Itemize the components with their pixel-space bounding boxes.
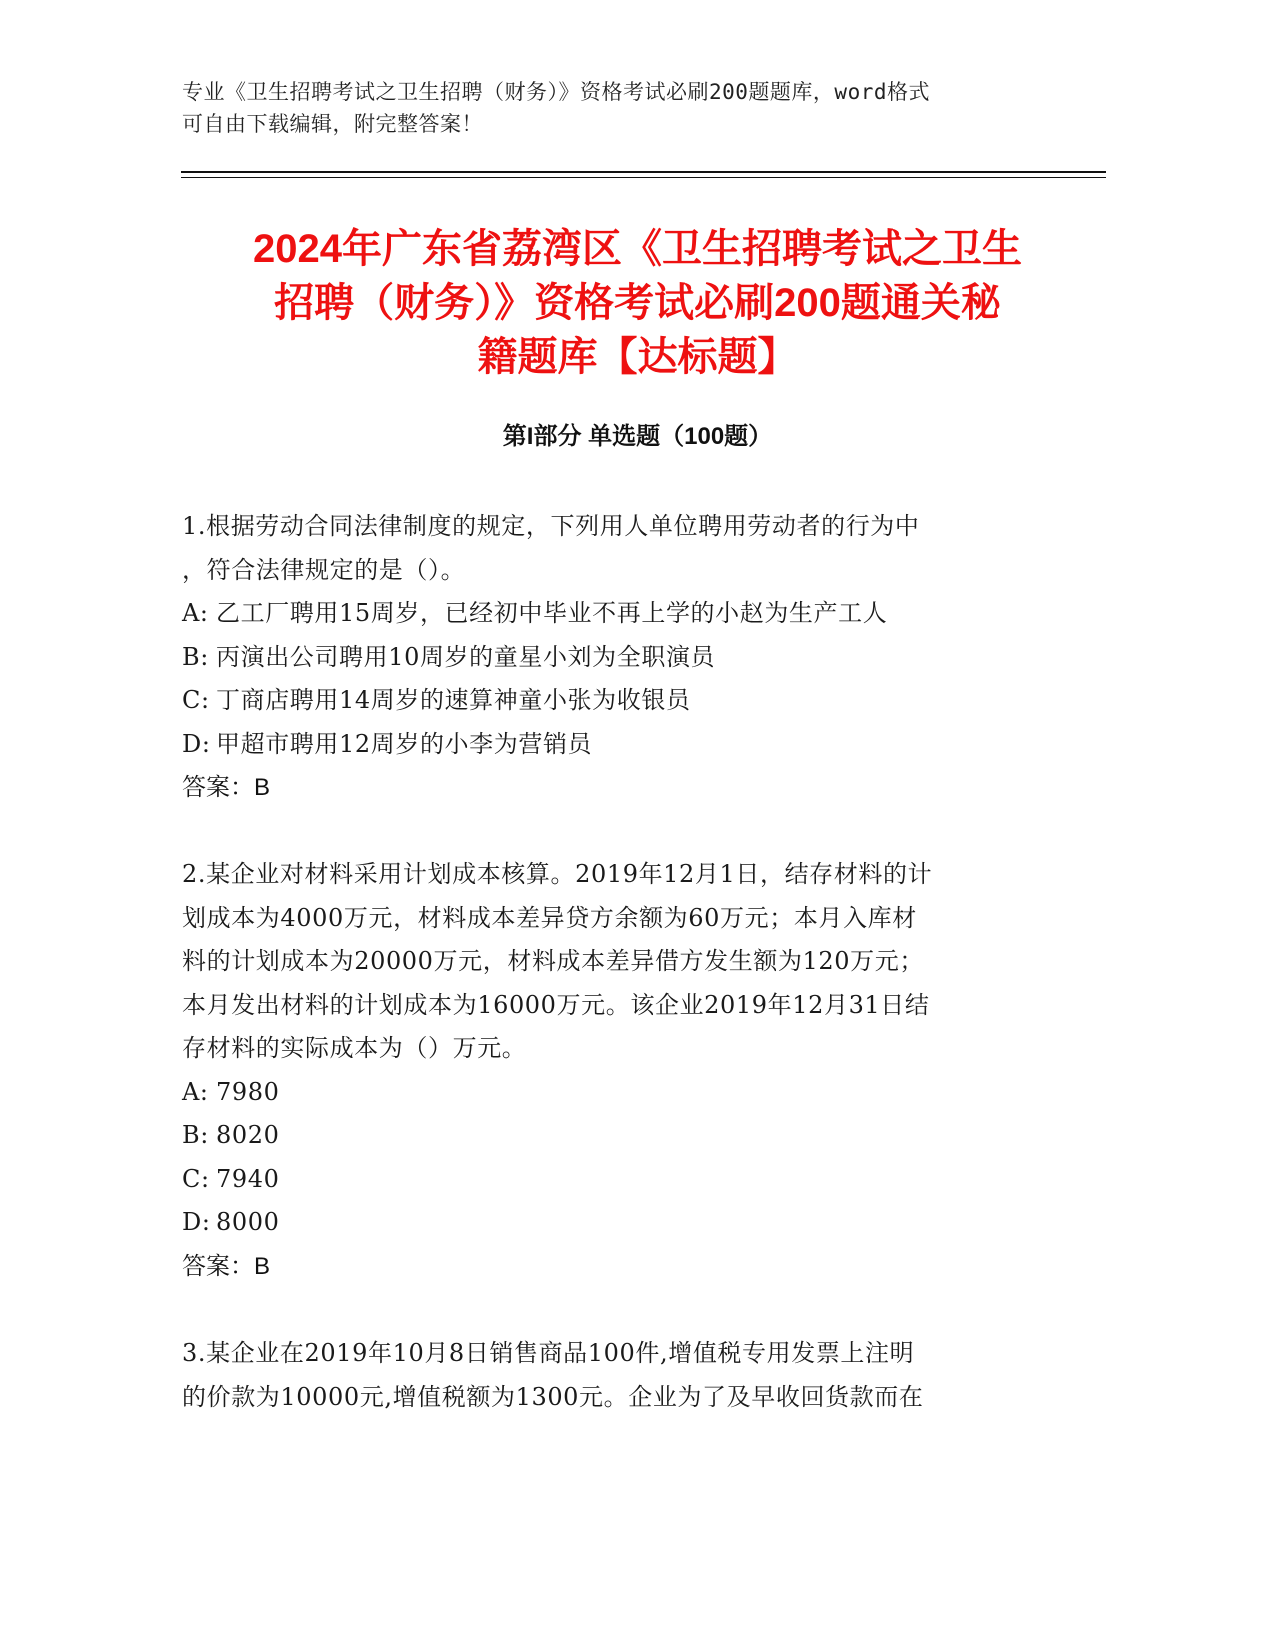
title-line: 招聘（财务）》资格考试必刷200题通关秘	[274, 281, 1001, 325]
option-text: 8000	[216, 1208, 280, 1236]
option-text: 7980	[216, 1077, 280, 1106]
header-note	[182, 76, 1042, 140]
option-letter: A:	[182, 1077, 209, 1106]
question-3	[182, 1332, 1042, 1419]
option-letter: D:	[182, 1208, 211, 1236]
option-letter: C:	[182, 686, 210, 714]
stem-line: 的价款为10000元,增值税额为1300元。企业为了及早收回货款而在	[182, 1382, 924, 1411]
title-line: 2024年广东省荔湾区《卫生招聘考试之卫生	[253, 227, 1022, 271]
option-b	[182, 636, 1042, 680]
stem-line: 料的计划成本为20000万元，材料成本差异借方发生额为120万元；	[182, 947, 924, 975]
stem-line: 3.某企业在2019年10月8日销售商品100件,增值税专用发票上注明	[182, 1339, 915, 1367]
stem-line: 划成本为4000万元，材料成本差异贷方余额为60万元；本月入库材	[182, 903, 917, 932]
option-text: 甲超市聘用12周岁的小李为营销员	[216, 729, 593, 758]
answer: 答案：B	[182, 1252, 271, 1280]
answer: 答案：B	[182, 774, 271, 801]
header-divider	[181, 171, 1106, 178]
stem-line: 1.根据劳动合同法律制度的规定，下列用人单位聘用劳动者的行为中	[182, 512, 920, 540]
question-stem	[182, 853, 1042, 1071]
question-stem	[182, 1332, 1042, 1419]
header-note-line: 专业《卫生招聘考试之卫生招聘（财务）》资格考试必刷200题题库，word格式	[182, 80, 930, 104]
option-text: 丁商店聘用14周岁的速算神童小张为收银员	[216, 686, 691, 714]
question-1	[182, 505, 1042, 810]
stem-line: 存材料的实际成本为（）万元。	[182, 1034, 527, 1062]
section-heading: 第I部分 单选题（100题）	[502, 423, 773, 450]
option-c	[182, 679, 1042, 723]
option-letter: A:	[182, 599, 209, 627]
option-d	[182, 723, 1042, 767]
option-d	[182, 1201, 1042, 1245]
stem-line: ，符合法律规定的是（）。	[182, 555, 466, 584]
question-stem	[182, 505, 1042, 592]
option-letter: C:	[182, 1164, 210, 1193]
option-b	[182, 1114, 1042, 1158]
header-note-line: 可自由下载编辑，附完整答案！	[182, 112, 483, 136]
stem-line: 2.某企业对材料采用计划成本核算。2019年12月1日，结存材料的计	[182, 860, 933, 888]
document-title	[150, 222, 1125, 384]
option-text: 乙工厂聘用15周岁，已经初中毕业不再上学的小赵为生产工人	[216, 599, 888, 627]
option-letter: D:	[182, 729, 211, 758]
option-a	[182, 592, 1042, 636]
stem-line: 本月发出材料的计划成本为16000万元。该企业2019年12月31日结	[182, 990, 930, 1019]
title-line: 籍题库【达标题】	[477, 335, 798, 379]
option-c	[182, 1158, 1042, 1202]
option-text: 7940	[216, 1164, 280, 1193]
option-text: 丙演出公司聘用10周岁的童星小刘为全职演员	[216, 642, 716, 671]
option-letter: B:	[182, 1121, 209, 1149]
option-letter: B:	[182, 642, 209, 671]
option-text: 8020	[216, 1121, 280, 1149]
option-a	[182, 1071, 1042, 1115]
question-2	[182, 853, 1042, 1288]
